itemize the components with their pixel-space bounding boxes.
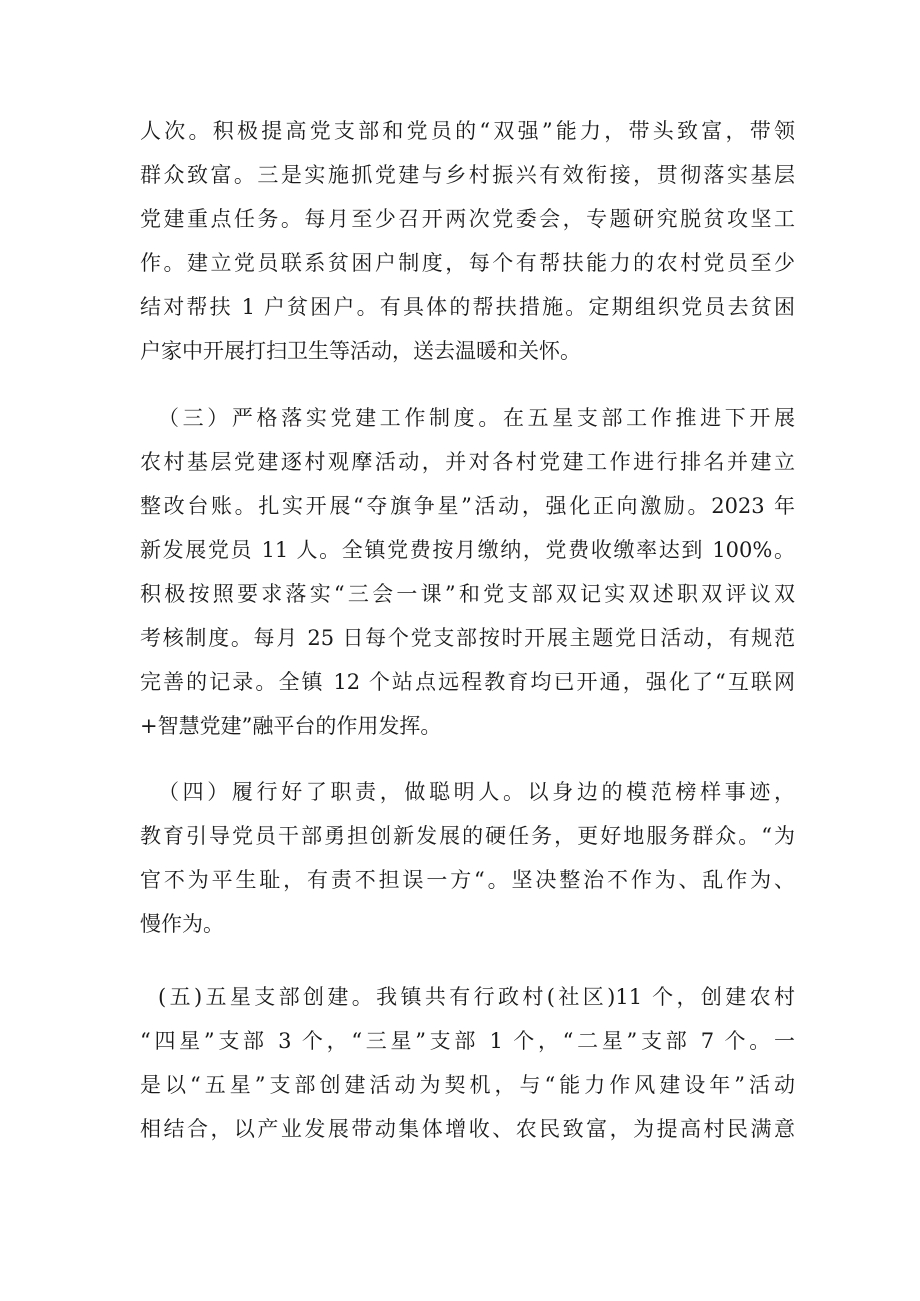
text-line: 结对帮扶 1 户贫困户。有具体的帮扶措施。定期组织党员去贫困 <box>140 295 795 319</box>
text-line: 人次。积极提高党支部和党员的“双强”能力，带头致富，带领 <box>140 119 795 143</box>
text-line: 完善的记录。全镇 12 个站点远程教育均已开通，强化了“互联网 <box>140 670 795 694</box>
text-line: 农村基层党建逐村观摩活动，并对各村党建工作进行排名并建立 <box>140 450 795 474</box>
text-line: +智慧党建”融平台的作用发挥。 <box>140 714 442 738</box>
text-line: 整改台账。扎实开展“夺旗争星”活动，强化正向激励。2023 年 <box>140 494 795 518</box>
text-line: 新发展党员 11 人。全镇党费按月缴纳，党费收缴率达到 100%。 <box>140 538 795 562</box>
paragraph-heading-line: （四）履行好了职责，做聪明人。以身边的模范榜样事迹， <box>158 780 795 804</box>
text-line: 教育引导党员干部勇担创新发展的硬任务，更好地服务群众。“为 <box>140 824 795 848</box>
text-line: 相结合，以产业发展带动集体增收、农民致富，为提高村民满意 <box>140 1117 795 1141</box>
text-line: 积极按照要求落实“三会一课”和党支部双记实双述职双评议双 <box>140 582 795 606</box>
text-line: 户家中开展打扫卫生等活动，送去温暖和关怀。 <box>140 339 581 363</box>
paragraph-heading-line: (五)五星支部创建。我镇共有行政村(社区)11 个，创建农村 <box>158 985 795 1009</box>
text-line: 官不为平生耻，有责不担误一方“。坚决整治不作为、乱作为、 <box>140 868 795 892</box>
text-line: 慢作为。 <box>140 912 224 936</box>
text-line: 作。建立党员联系贫困户制度，每个有帮扶能力的农村党员至少 <box>140 251 795 275</box>
text-line: “四星”支部 3 个，“三星”支部 1 个，“二星”支部 7 个。一 <box>140 1029 795 1053</box>
text-line: 考核制度。每月 25 日每个党支部按时开展主题党日活动，有规范 <box>140 626 795 650</box>
text-line: 党建重点任务。每月至少召开两次党委会，专题研究脱贫攻坚工 <box>140 207 795 231</box>
paragraph-heading-line: （三）严格落实党建工作制度。在五星支部工作推进下开展 <box>158 406 795 430</box>
text-line: 群众致富。三是实施抓党建与乡村振兴有效衔接，贯彻落实基层 <box>140 163 795 187</box>
text-line: 是以“五星”支部创建活动为契机，与“能力作风建设年”活动 <box>140 1073 795 1097</box>
